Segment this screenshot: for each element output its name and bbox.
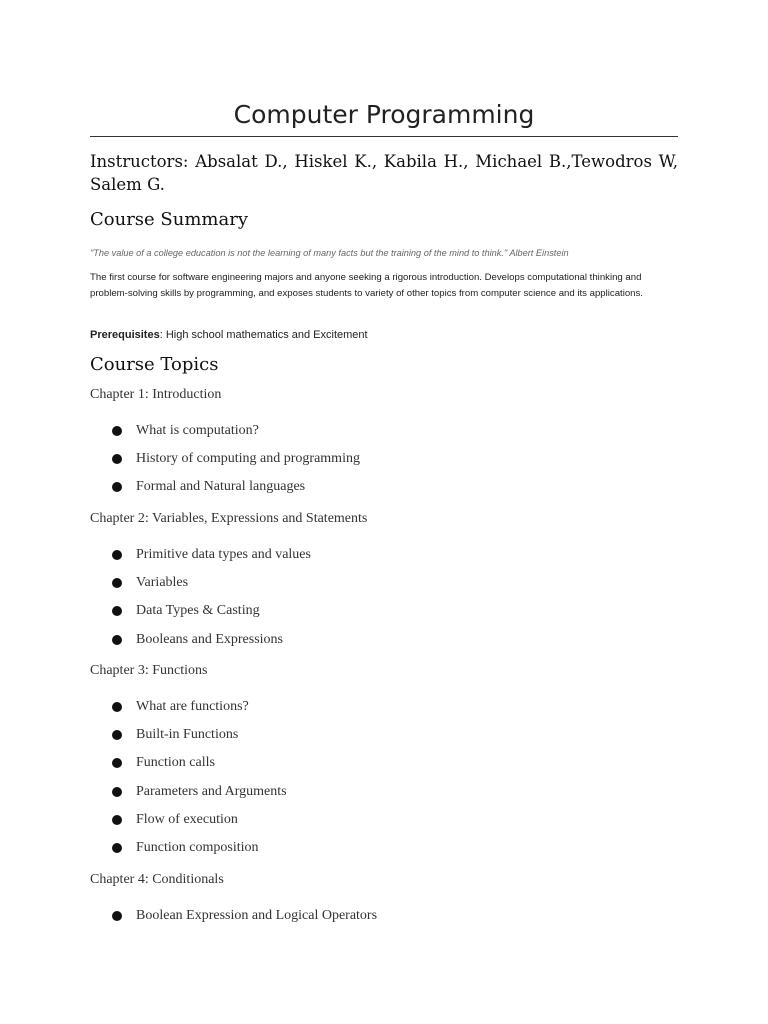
topic-label: Variables — [136, 575, 189, 591]
chapter-1-title: Chapter 1: Introduction — [90, 387, 222, 402]
list-item — [112, 726, 287, 754]
course-summary-heading: Course Summary — [90, 209, 248, 230]
chapter-3-title: Chapter 3: Functions — [90, 663, 208, 678]
chapter-2-topics — [112, 546, 311, 659]
topic-label: What are functions? — [136, 699, 249, 714]
list-item — [112, 478, 360, 506]
list-item — [112, 422, 360, 450]
topic-label: Boolean Expression and Logical Operators — [136, 908, 378, 923]
topic-label: Function composition — [136, 839, 259, 855]
topic-label: Data Types & Casting — [136, 603, 260, 619]
list-item — [112, 631, 311, 659]
list-item — [112, 574, 311, 602]
chapter-1-topics — [112, 422, 360, 507]
list-item — [112, 839, 287, 867]
instructors-line: Instructors: Absalat D., Hiskel K., Kabila H., Michael B.,Tewodros W, Salem G. — [90, 152, 678, 194]
bullet-icon — [112, 911, 122, 921]
course-topics-heading: Course Topics — [90, 354, 219, 375]
prerequisites-label: Prerequisites — [90, 329, 160, 341]
topic-label: History of computing and programming — [136, 451, 360, 467]
prerequisites — [90, 327, 678, 343]
chapter-3-topics — [112, 698, 287, 867]
bullet-icon — [112, 578, 122, 588]
bullet-icon — [112, 843, 122, 853]
bullet-icon — [112, 787, 122, 797]
list-item — [112, 546, 311, 574]
topic-label: Formal and Natural languages — [136, 479, 306, 495]
list-item — [112, 698, 287, 726]
bullet-icon — [112, 550, 122, 560]
einstein-quote: "The value of a college education is not the learning of many facts but the training of the mind to think." Albert Einstein — [90, 248, 569, 258]
bullet-icon — [112, 702, 122, 712]
bullet-icon — [112, 815, 122, 825]
course-description: The first course for software engineering majors and anyone seeking a rigorous introduction. Develops computational thinking and problem-solving skills by programming, and exposes students to variety of other topics from computer science and its applications. — [90, 272, 643, 299]
bullet-icon — [112, 454, 122, 464]
chapter-2-title: Chapter 2: Variables, Expressions and Statements — [90, 511, 368, 526]
topic-label: Parameters and Arguments — [136, 783, 287, 799]
list-item — [112, 450, 360, 478]
bullet-icon — [112, 730, 122, 740]
prerequisites-value: : High school mathematics and Excitement — [159, 329, 368, 341]
chapter-4-title: Chapter 4: Conditionals — [90, 872, 224, 887]
bullet-icon — [112, 606, 122, 616]
topic-label: Primitive data types and values — [136, 547, 311, 562]
list-item — [112, 811, 287, 839]
list-item — [112, 754, 287, 782]
list-item — [112, 783, 287, 811]
bullet-icon — [112, 758, 122, 768]
list-item — [112, 602, 311, 630]
bullet-icon — [112, 482, 122, 492]
topic-label: What is computation? — [136, 423, 259, 438]
title-divider — [90, 136, 678, 137]
topic-label: Function calls — [136, 755, 215, 771]
topic-label: Built-in Functions — [136, 727, 239, 743]
list-item — [112, 907, 377, 935]
page-title: Computer Programming — [233, 100, 535, 129]
bullet-icon — [112, 635, 122, 645]
chapter-4-topics — [112, 907, 377, 935]
topic-label: Flow of execution — [136, 811, 238, 827]
topic-label: Booleans and Expressions — [136, 631, 283, 647]
bullet-icon — [112, 426, 122, 436]
